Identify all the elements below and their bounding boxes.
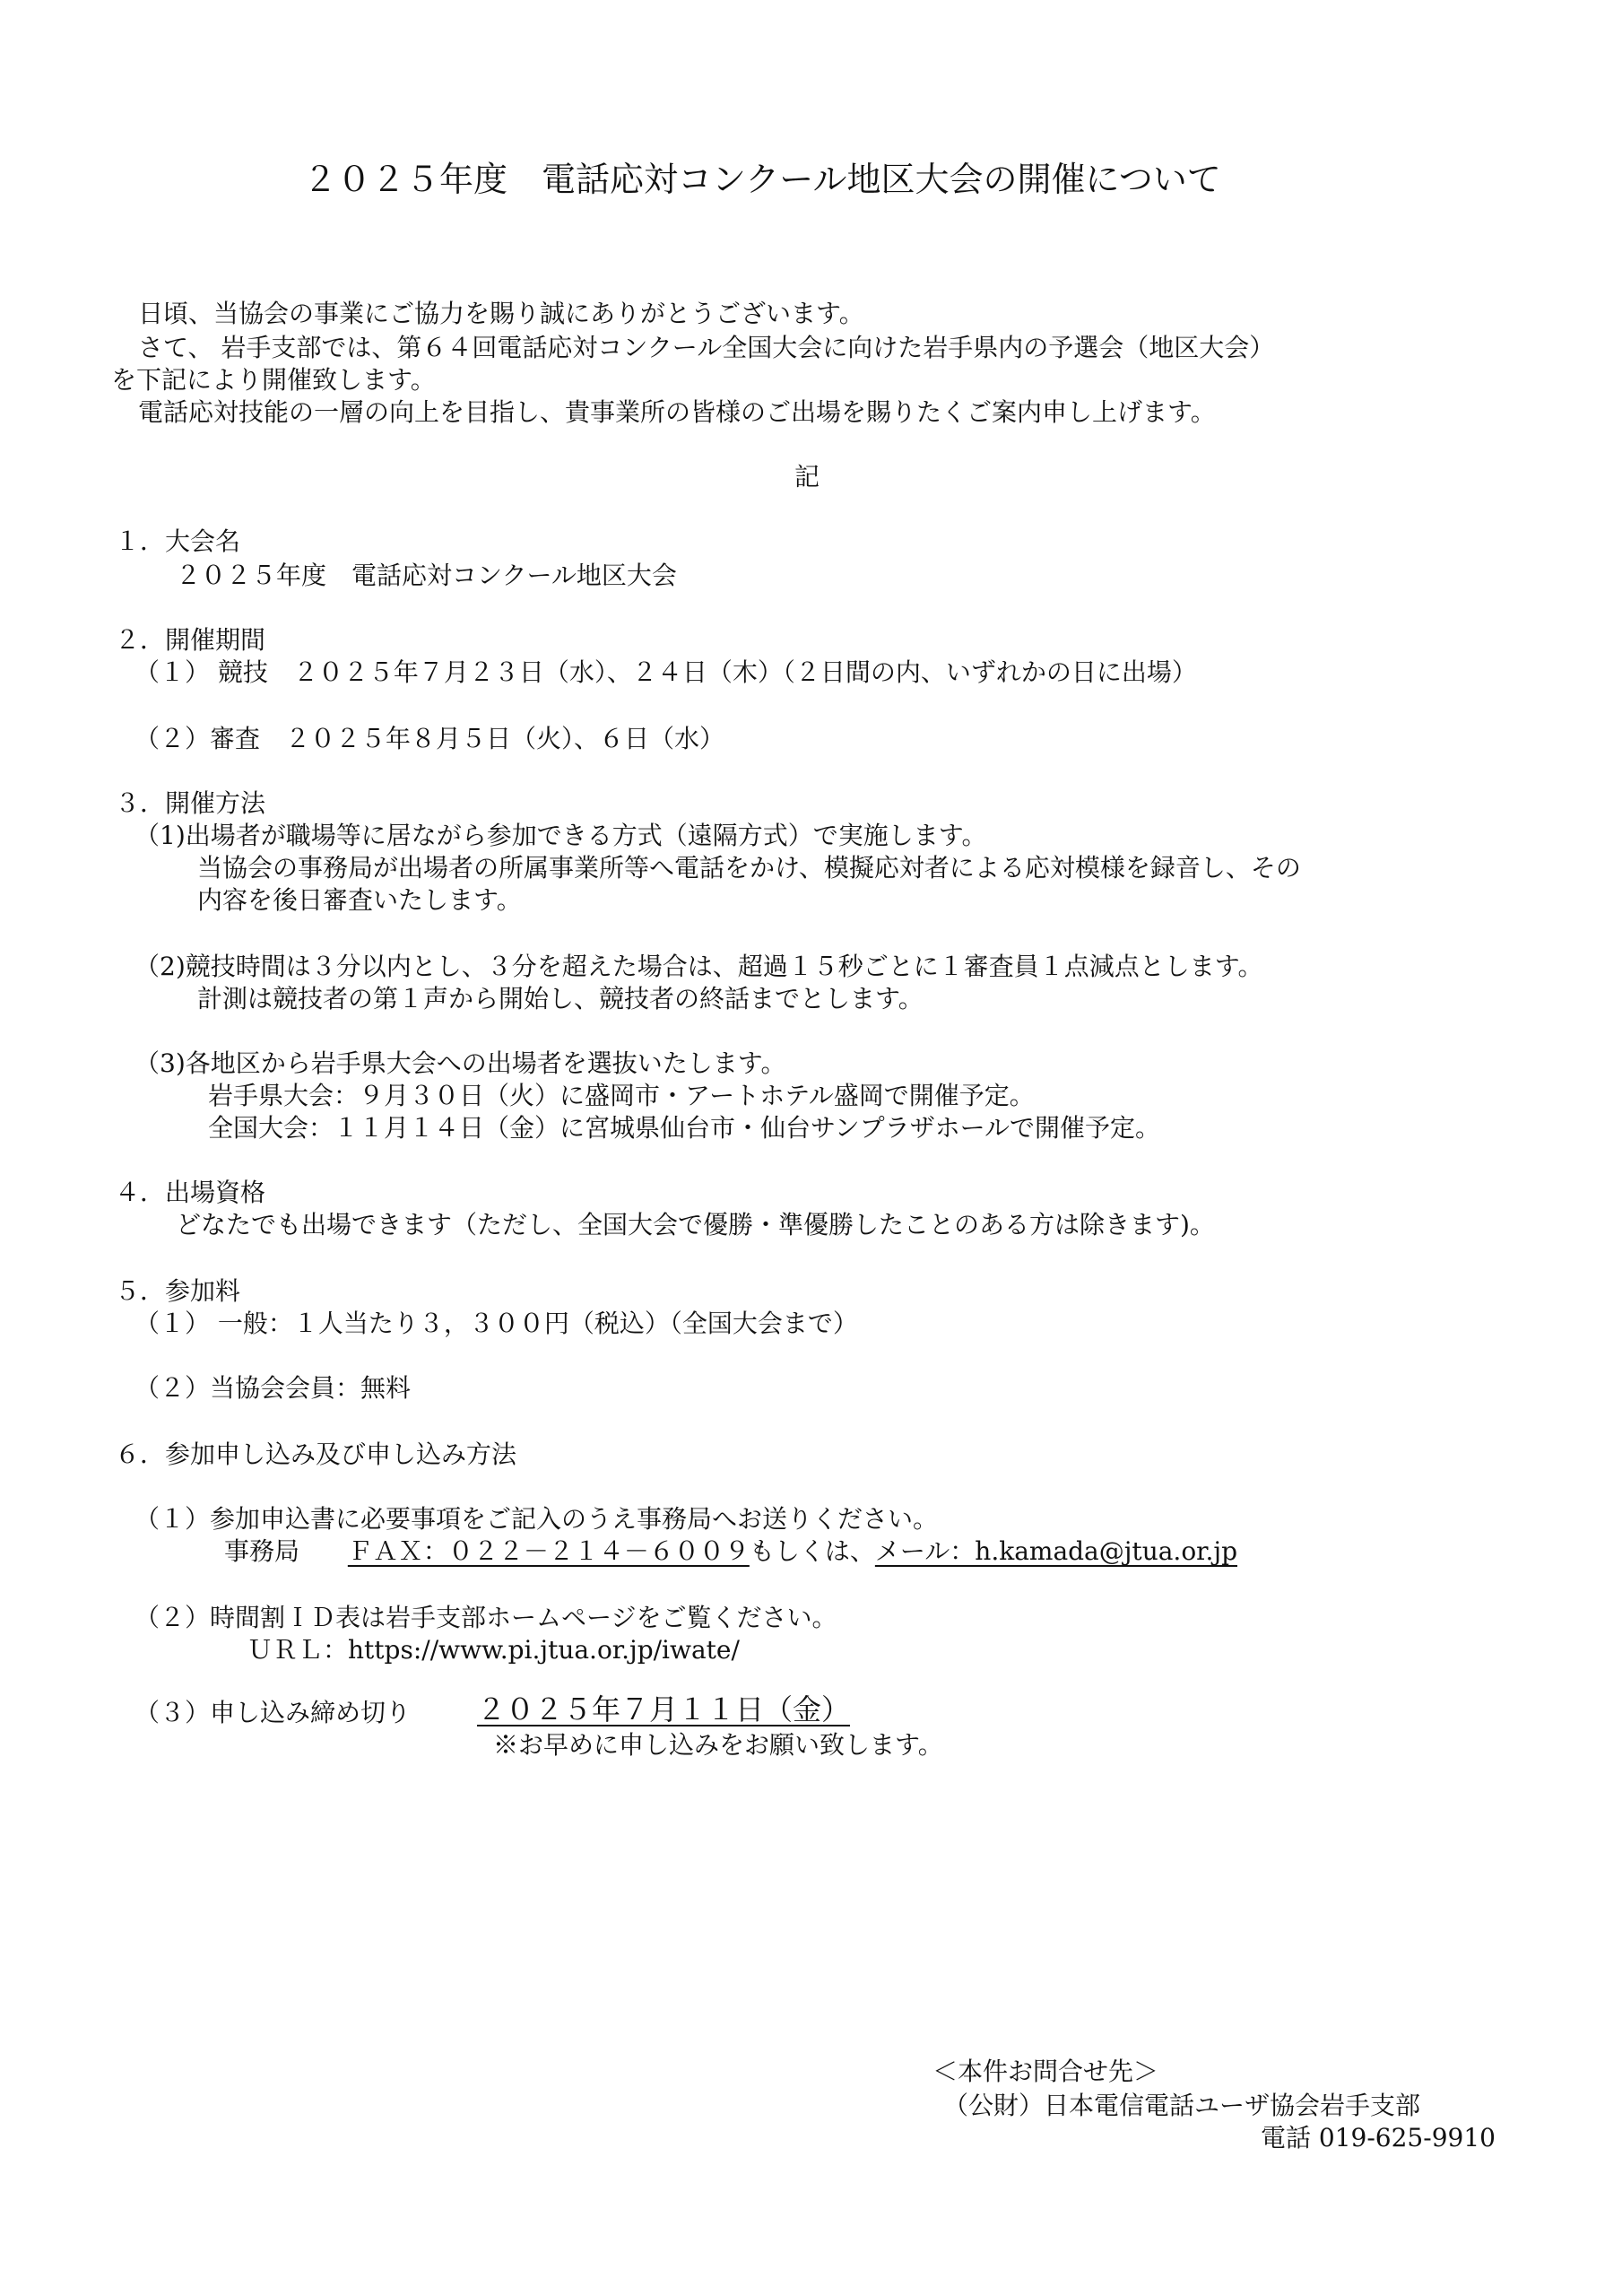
- section-2-item-1: （１） 競技 ２０２５年７月２３日（水）、２４日（木）（２日間の内、いずれかの日に出場）: [134, 657, 1197, 687]
- section-3-item-1: （1)出場者が職場等に居ながら参加できる方式（遠隔方式）で実施します。: [134, 821, 987, 850]
- contact-phone: 電話 019-625-9910: [1261, 2123, 1496, 2152]
- section-6-item-1: （１）参加申込書に必要事項をご記入のうえ事務局へお送りください。: [134, 1504, 939, 1534]
- section-3-item-3b: 岩手県大会：９月３０日（火）に盛岡市・アートホテル盛岡で開催予定。: [208, 1081, 1035, 1110]
- section-2-item-2: （２）審査 ２０２５年８月５日（火）、６日（水）: [134, 724, 725, 753]
- early-application-note: ※お早めに申し込みをお願い致します。: [493, 1730, 943, 1760]
- section-3-heading: ３．開催方法: [115, 788, 266, 818]
- section-1-heading: １．大会名: [115, 526, 241, 556]
- section-3-item-2: （2)競技時間は３分以内とし、３分を超えた場合は、超過１５秒ごとに１審査員１点減点とします。: [134, 952, 1263, 981]
- intro-line-3: を下記により開催致します。: [111, 365, 436, 395]
- page-title: ２０２５年度 電話応対コンクール地区大会の開催について: [303, 160, 1221, 199]
- section-5-heading: ５．参加料: [115, 1276, 241, 1306]
- section-6-item-2: （２）時間割ＩＤ表は岩手支部ホームページをご覧ください。: [134, 1603, 837, 1632]
- office-contact-line: [224, 1535, 1237, 1568]
- contact-organization: （公財）日本電信電話ユーザ協会岩手支部: [943, 2091, 1421, 2120]
- section-4-heading: ４．出場資格: [115, 1178, 266, 1207]
- section-5-item-2: （２）当協会会員：無料: [134, 1373, 412, 1403]
- section-3-item-1b: 当協会の事務局が出場者の所属事業所等へ電話をかけ、模擬応対者による応対模様を録音し、その: [197, 853, 1301, 883]
- office-label: 事務局: [224, 1536, 300, 1566]
- intro-line-2: さて、 岩手支部では、第６４回電話応対コンクール全国大会に向けた岩手県内の予選会（地区大会）: [138, 333, 1275, 362]
- section-3-item-1c: 内容を後日審査いたします。: [197, 885, 522, 915]
- section-3-item-2b: 計測は競技者の第１声から開始し、競技者の終話までとします。: [197, 984, 924, 1013]
- fax-number: ＦＡＸ：０２２－２１４－６００９: [347, 1536, 750, 1566]
- intro-line-4: 電話応対技能の一層の向上を目指し、貴事業所の皆様のご出場を賜りたくご案内申し上げます。: [138, 397, 1216, 427]
- section-6-item-3: （３）申し込み締め切り: [134, 1698, 412, 1727]
- contact-heading: ＜本件お問合せ先＞: [932, 2057, 1159, 2086]
- or-text: もしくは、: [749, 1536, 875, 1566]
- section-5-item-1: （１） 一般：１人当たり３，３００円（税込）（全国大会まで）: [134, 1309, 858, 1338]
- ki-marker: 記: [794, 462, 820, 491]
- intro-line-1: 日頃、当協会の事業にご協力を賜り誠にありがとうございます。: [138, 299, 864, 328]
- section-6-heading: ６．参加申し込み及び申し込み方法: [115, 1439, 517, 1469]
- website-url[interactable]: ＵＲＬ：https://www.pi.jtua.or.jp/iwate/: [247, 1635, 740, 1665]
- section-4-body: どなたでも出場できます（ただし、全国大会で優勝・準優勝したことのある方は除きます)。: [176, 1210, 1215, 1239]
- section-3-item-3c: 全国大会：１１月１４日（金）に宮城県仙台市・仙台サンプラザホールで開催予定。: [208, 1113, 1161, 1143]
- deadline-date: ２０２５年７月１１日（金）: [477, 1692, 851, 1726]
- section-1-body: ２０２５年度 電話応対コンクール地区大会: [176, 561, 677, 590]
- email-link[interactable]: メール：h.kamada@jtua.or.jp: [874, 1536, 1237, 1566]
- section-3-item-3: （3)各地区から岩手県大会への出場者を選抜いたします。: [134, 1048, 786, 1078]
- section-2-heading: ２．開催期間: [115, 625, 266, 655]
